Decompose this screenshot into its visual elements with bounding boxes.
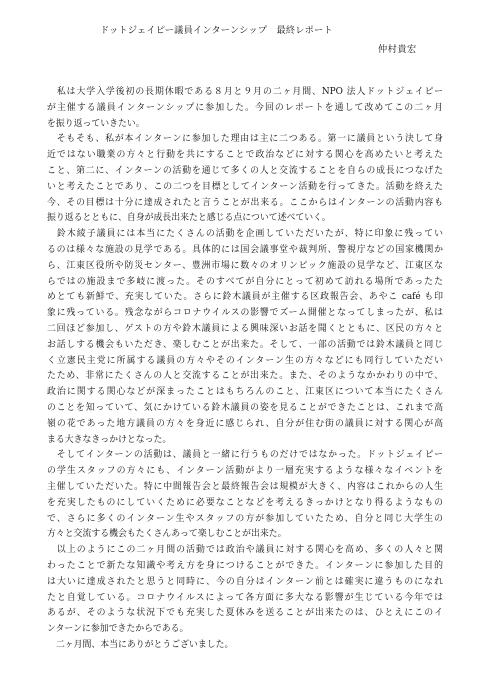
body-line: 近ではない職業の方々と行動を共にすることで政治などに対する関心を高めたいと考えた (47, 150, 443, 161)
body-line: 主催していただいた。特に中間報告会と最終報告会は規模が大きく、内容はこれからの人生 (47, 481, 443, 492)
body-line: お話しする機会もいただき、楽しむことが出来た。そして、一部の活動では鈴木議員と同じ (47, 339, 443, 350)
body-line: 象に残っている。残念ながらコロナウイルスの影響でズーム開催となってしまったが、私は (47, 308, 443, 319)
body-line: ら、江東区役所や防災センター、豊洲市場に数々のオリンピック施設の見学など、江東区な (47, 260, 443, 271)
body-line: たため、非常にたくさんの人と交流することが出来た。また、そのようなかかわりの中で、 (47, 371, 443, 382)
body-line: 鈴木綾子議員には本当にたくさんの活動を企画していただいたが、特に印象に残ってい (47, 229, 443, 240)
body-line: で、さらに多くのインターン生やスタッフの方が参加していたため、自分と同じ大学生の (47, 513, 443, 524)
body-line: のことを知っていて、気にかけている鈴木議員の姿を見ることができたことは、これまで高 (47, 402, 443, 413)
body-line: が主催する議員インターンシップに参加した。今回のレポートを通して改めてこの二ヶ月 (47, 102, 443, 113)
report-body (47, 85, 443, 654)
body-line: 政治に関する関心などが深まったことはもちろんのこと、江東区について本当にたくさん (47, 387, 443, 398)
body-line: 私は大学入学後初の長期休暇である８月と９月の二ヶ月間、NPO 法人ドットジェイピー (47, 87, 443, 97)
body-line: らではの施設まで多岐に渡った。そのすべてが自分にとって初めて訪れる場所であったた (47, 276, 443, 287)
body-line: は大いに達成されたと思うと同時に、今の自分はインターン前とは確実に違うものになれ (47, 576, 443, 587)
body-line: の学生スタッフの方々にも、インターン活動がより一層充実するような様々なイベントを (47, 466, 443, 477)
body-line: 方々と交流する機会もたくさんあって楽しむことが出来た。 (47, 529, 287, 540)
body-line: そもそも、私が本インターンに参加した理由は主に二つある。第一に議員という決して身 (47, 134, 443, 145)
report-title: ドットジェイピー議員インターンシップ 最終レポート (100, 25, 333, 36)
body-line: そしてインターンの活動は、議員と一緒に行うものだけではなかった。ドットジェイピー (47, 450, 443, 461)
body-line: く立憲民主党に所属する議員の方々やそのインターン生の方々などにも同行していただい (47, 355, 443, 366)
body-line: 二回ほど参加し、ゲストの方や鈴木議員による興味深いお話を聞くとともに、区民の方々と (47, 323, 443, 334)
body-line: 振り返るとともに、自身が成長出来たと感じる点について述べていく。 (47, 213, 331, 224)
body-line: こと、第二に、インターンの活動を通じて多くの人と交流することを自らの成長につなげた (47, 165, 443, 176)
body-line: いと考えたことであり、この二つを目標としてインターン活動を行ってきた。活動を終えた (47, 181, 443, 192)
body-line: 今、その目標は十分に達成されたと言うことが出来る。ここからはインターンの活動内容も (47, 197, 443, 208)
body-line: 以上のようにこの二ヶ月間の活動では政治や議員に対する関心を高め、多くの人々と関 (47, 545, 443, 556)
body-line: を振り返っていきたい。 (47, 118, 145, 129)
body-line: あるが、そのような状況下でも充実した夏休みを送ることが出来たのは、ひとえにこのイ (47, 608, 443, 619)
body-line: わったことで新たな知識や考え方を身につけることができた。インターンに参加した目的 (47, 560, 443, 571)
body-line: るのは様々な施設の見学である。具体的には国会議事堂や裁判所、警視庁などの国家機関か (47, 244, 443, 255)
body-line: まる大きなきっかけとなった。 (47, 434, 172, 445)
body-line: 嶺の花であった地方議員の方々を身近に感じられ、自分が住む街の議員に対する関心が高 (47, 418, 443, 429)
author-name: 仲村貴宏 (378, 44, 417, 55)
body-line: めとても新鮮で、充実していた。さらに鈴木議員が主催する区政報告会、あやこ café も印 (47, 292, 443, 303)
body-line: たと自覚している。コロナウイルスによって各方面に多大なる影響が生じている今年では (47, 592, 443, 603)
body-line: ンターンに参加できたからである。 (47, 624, 189, 635)
body-line: 二ヶ月間、本当にありがとうございました。 (47, 639, 234, 650)
body-line: を充実したものにしていくために必要なことなどを考えるきっかけとなり得るようなもの (47, 497, 443, 508)
